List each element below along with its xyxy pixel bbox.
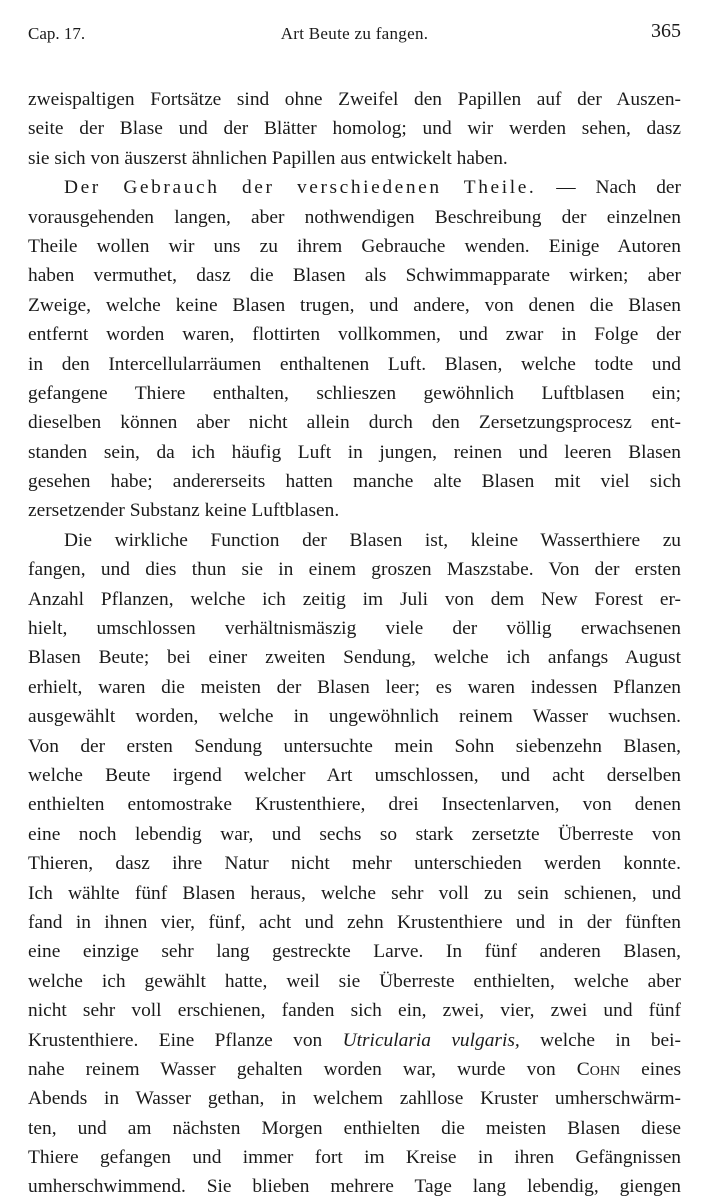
text-line: zersetzender Substanz keine Luftblasen. [28, 500, 340, 522]
text-line: nicht sehr voll erschienen, fanden sich ein, zwei, vier, zwei und fünf [28, 1000, 681, 1022]
text-line: haben vermuthet, dasz die Blasen als Schwimmapparate wirken; aber [28, 265, 681, 287]
text-line: gesehen habe; andererseits hatten manche alte Blasen mit viel sich [28, 471, 681, 493]
text-line: ausgewählt worden, welche in ungewöhnlich reinem Wasser wuchsen. [28, 706, 681, 728]
text-line: dieselben können aber nicht allein durch den Zersetzungsprocesz ent- [28, 412, 681, 434]
text-line: enthielten entomostrake Krustenthiere, drei Insectenlarven, von denen [28, 794, 681, 816]
section-heading: Der Gebrauch der verschiedenen Theile. [64, 177, 537, 199]
text-line: welche ich gewählt hatte, weil sie Überreste enthielten, welche aber [28, 970, 681, 992]
text-line: eine einzige sehr lang gestreckte Larve. In fünf anderen Blasen, [28, 941, 681, 963]
text-line: sie sich von äuszerst ähnlichen Papillen aus entwickelt haben. [28, 147, 508, 169]
author-name: Cohn [576, 1058, 621, 1080]
running-header [28, 18, 681, 58]
page-number: 365 [651, 20, 681, 42]
text-fragment: welche in bei- [540, 1029, 681, 1051]
text-line: eine noch lebendig war, und sechs so stark zersetzte Überreste von [28, 823, 681, 845]
text-line: ten, und am nächsten Morgen enthielten die meisten Blasen diese [28, 1117, 681, 1139]
text-line: gefangene Thiere enthalten, schlieszen gewöhnlich Luftblasen ein; [28, 382, 681, 404]
text-line: entfernt worden waren, flottirten vollkommen, und zwar in Folge der [28, 324, 681, 346]
text-line: standen sein, da ich häufig Luft in jungen, reinen und leeren Blasen [28, 441, 681, 463]
text-line: zweispaltigen Fortsätze sind ohne Zweifel den Papillen auf der Auszen- [28, 89, 681, 110]
species-name: Utricularia vulgaris, [342, 1029, 520, 1051]
text-line: seite der Blase und der Blätter homolog; und wir werden sehen, dasz [28, 118, 681, 140]
text-line: erhielt, waren die meisten der Blasen leer; es waren indessen Pflanzen [28, 676, 681, 698]
text-line: Blasen Beute; bei einer zweiten Sendung, welche ich anfangs August [28, 647, 681, 669]
text-line: hielt, umschlossen verhältnismäszig viele der völlig erwachsenen [28, 618, 681, 640]
text-line: welche Beute irgend welcher Art umschlossen, und acht derselben [28, 764, 681, 786]
text-line: vorausgehenden langen, aber nothwendigen Beschreibung der einzelnen [28, 206, 681, 228]
text-line: Thiere gefangen und immer fort im Kreise in ihren Gefängnissen [28, 1147, 681, 1169]
chapter-label: Cap. 17. [28, 24, 86, 43]
text-line [28, 1026, 681, 1055]
text-line: Abends in Wasser gethan, in welchem zahllose Kruster umherschwärm- [28, 1088, 681, 1110]
text-line: umherschwimmend. Sie blieben mehrere Tage lang lebendig, giengen [28, 1176, 681, 1198]
text-fragment: nahe reinem Wasser gehalten worden war, wurde von [28, 1058, 556, 1080]
text-line [28, 1055, 681, 1084]
book-page [28, 18, 681, 1202]
text-line: Thieren, dasz ihre Natur nicht mehr unterschieden werden konnte. [28, 853, 681, 875]
running-title: Art Beute zu fangen. [280, 24, 429, 43]
text-line: fangen, und dies thun sie in einem groszen Maszstabe. Von der ersten [28, 559, 681, 581]
text-fragment: — Nach der [556, 177, 681, 199]
text-line: Von der ersten Sendung untersuchte mein Sohn siebenzehn Blasen, [28, 735, 681, 757]
text-line: Zweige, welche keine Blasen trugen, und andere, von denen die Blasen [28, 294, 681, 316]
text-line: fand in ihnen vier, fünf, acht und zehn Krustenthiere und in der fünften [28, 911, 681, 933]
text-line: Ich wählte fünf Blasen heraus, welche sehr voll zu sein schienen, und [28, 882, 681, 904]
body-text [28, 85, 681, 1202]
text-line: Die wirkliche Function der Blasen ist, kleine Wasserthiere zu [64, 529, 681, 551]
text-fragment: eines [641, 1058, 681, 1080]
section-heading-line [28, 173, 681, 202]
text-line: Theile wollen wir uns zu ihrem Gebrauche wenden. Einige Autoren [28, 235, 681, 257]
text-line: Anzahl Pflanzen, welche ich zeitig im Juli von dem New Forest er- [28, 588, 681, 610]
text-fragment: Krustenthiere. Eine Pflanze von [28, 1029, 323, 1051]
text-line: in den Intercellularräumen enthaltenen Luft. Blasen, welche todte und [28, 353, 681, 375]
